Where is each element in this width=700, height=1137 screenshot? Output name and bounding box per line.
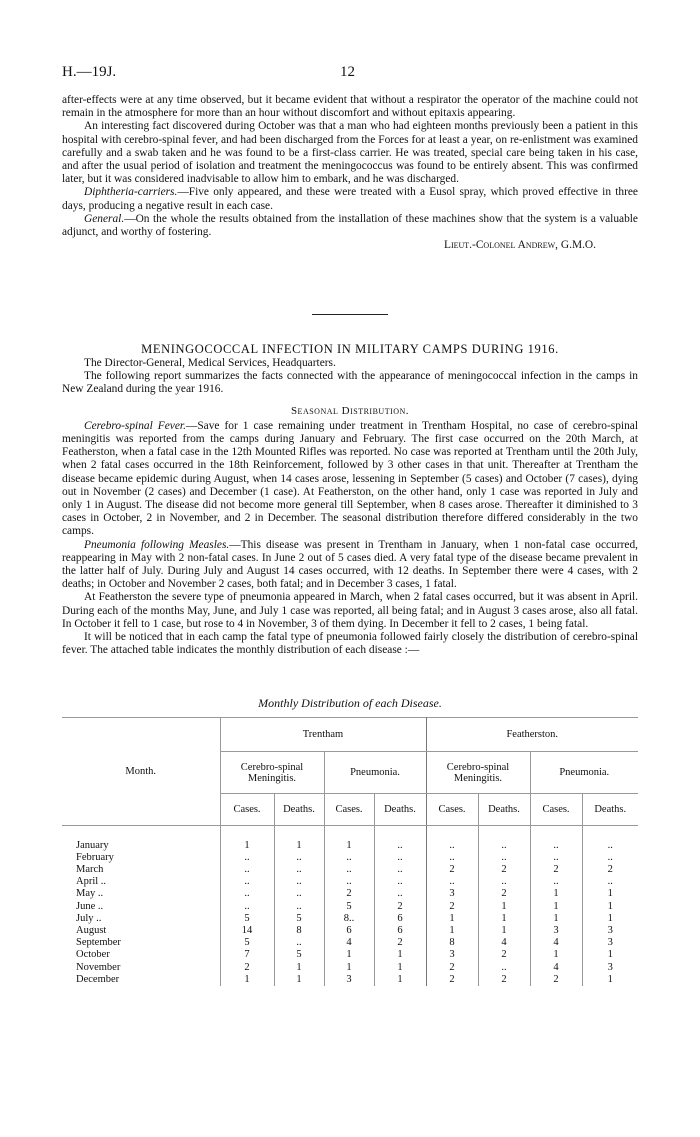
- value-cell: ..: [274, 937, 324, 949]
- month-cell: May ..: [76, 888, 104, 900]
- value-cell: 1: [530, 888, 582, 900]
- report-section-ventilation: [62, 94, 638, 252]
- table-row: [62, 852, 638, 864]
- disease-header: Cerebro-spinal Meningitis.: [426, 752, 530, 794]
- value-cell: 2: [530, 864, 582, 876]
- value-cell: 1: [478, 925, 530, 937]
- value-cell: 2: [374, 937, 426, 949]
- value-cell: ..: [274, 864, 324, 876]
- value-cell: 1: [374, 949, 426, 961]
- value-cell: 1: [426, 913, 478, 925]
- value-cell: 2: [530, 974, 582, 986]
- value-cell: 3: [582, 937, 638, 949]
- value-cell: 1: [274, 974, 324, 986]
- value-cell: ..: [478, 852, 530, 864]
- column-header: Deaths.: [582, 794, 638, 826]
- value-cell: 3: [530, 925, 582, 937]
- table-row: [62, 937, 638, 949]
- section-divider: [312, 314, 388, 315]
- month-cell: November: [76, 961, 121, 973]
- table-title: Monthly Distribution of each Disease.: [258, 696, 442, 710]
- value-cell: ..: [478, 876, 530, 888]
- paragraph-lead: General.: [84, 212, 125, 225]
- month-header: Month.: [62, 718, 220, 826]
- value-cell: 6: [324, 925, 374, 937]
- month-cell: June ..: [76, 900, 104, 912]
- value-cell: 4: [478, 937, 530, 949]
- table-row: [62, 864, 638, 876]
- month-cell: July ..: [76, 912, 102, 924]
- value-cell: ..: [274, 888, 324, 900]
- month-cell: December: [76, 973, 120, 985]
- value-cell: 1: [530, 949, 582, 961]
- value-cell: ..: [324, 852, 374, 864]
- value-cell: 1: [582, 888, 638, 900]
- value-cell: 1: [374, 962, 426, 974]
- table-row: [62, 974, 638, 986]
- camp-header-featherston: Featherston.: [426, 718, 638, 752]
- month-cell: August: [76, 924, 107, 936]
- value-cell: 1: [220, 974, 274, 986]
- paragraph: Pneumonia following Measles.—This disease was present in Trentham in January, when 1 non-fatal case occurred, reappearing in May with 2 non-fatal cases. In June 2 out of 5 cases died. A very fatal type of the disease became prevalent in the latter half of July. During July and August 14 cases occurred, with 12 deaths. In September there were 4 cases, with 2 deaths; in October and November 2 cases, both fatal; and in December 3 cases, 1 fatal.: [62, 538, 638, 591]
- value-cell: 8: [426, 937, 478, 949]
- section-title: MENINGOCOCCAL INFECTION IN MILITARY CAMPS DURING 1916.: [141, 342, 559, 356]
- value-cell: ..: [478, 962, 530, 974]
- value-cell: 4: [530, 937, 582, 949]
- value-cell: 4: [530, 962, 582, 974]
- value-cell: ..: [478, 840, 530, 852]
- value-cell: ..: [582, 840, 638, 852]
- value-cell: 1: [582, 901, 638, 913]
- table-row: [62, 840, 638, 852]
- value-cell: 14: [220, 925, 274, 937]
- value-cell: 3: [324, 974, 374, 986]
- value-cell: 5: [324, 901, 374, 913]
- value-cell: 3: [582, 925, 638, 937]
- value-cell: ..: [274, 876, 324, 888]
- value-cell: ..: [374, 840, 426, 852]
- value-cell: 1: [220, 840, 274, 852]
- paragraph: General.—On the whole the results obtained from the installation of these machines show that the system is a valuable adjunct, and worthy of fostering.: [62, 212, 638, 239]
- table-row: [62, 901, 638, 913]
- paragraph: An interesting fact discovered during October was that a man who had eighteen months previously been a patient in this hospital with cerebro-spinal fever, and had been discharged from the Forces for at least a year, on re-enlistment was examined carefully and a swab taken and he was found to be a first-class carrier. He was treated, special care being taken in his case, and after the usual period of isolation and treatment the meningococcus was found to be entirely absent. This was confirmed later, but it was considered inadvisable to allow him to embark, and he was discharged.: [62, 120, 638, 186]
- value-cell: 1: [582, 974, 638, 986]
- value-cell: 1: [274, 840, 324, 852]
- value-cell: 5: [274, 949, 324, 961]
- value-cell: ..: [582, 876, 638, 888]
- addressee-line: The Director-General, Medical Services, Headquarters.: [84, 357, 336, 369]
- value-cell: ..: [530, 876, 582, 888]
- month-cell: January: [76, 839, 109, 851]
- month-cell: September: [76, 937, 121, 949]
- value-cell: ..: [274, 852, 324, 864]
- value-cell: 6: [374, 925, 426, 937]
- value-cell: 1: [582, 913, 638, 925]
- disease-header: Cerebro-spinal Meningitis.: [220, 752, 324, 794]
- value-cell: ..: [220, 888, 274, 900]
- value-cell: 1: [478, 901, 530, 913]
- column-header: Deaths.: [374, 794, 426, 826]
- value-cell: 1: [530, 913, 582, 925]
- column-header: Deaths.: [274, 794, 324, 826]
- value-cell: 1: [324, 949, 374, 961]
- page-number: 12: [340, 64, 355, 80]
- value-cell: 2: [426, 864, 478, 876]
- value-cell: 1: [324, 962, 374, 974]
- column-header: Cases.: [426, 794, 478, 826]
- subheading: Seasonal Distribution.: [290, 404, 410, 417]
- value-cell: ..: [530, 852, 582, 864]
- column-header: Cases.: [220, 794, 274, 826]
- value-cell: ..: [374, 876, 426, 888]
- value-cell: 2: [220, 962, 274, 974]
- table-row: [62, 888, 638, 900]
- paragraph: The following report summarizes the facts connected with the appearance of meningococcal infection in the camps in New Zealand during the year 1916.: [62, 370, 638, 396]
- value-cell: 2: [426, 901, 478, 913]
- paragraph: after-effects were at any time observed, but it became evident that without a respirator the operator of the machine could not remain in the atmosphere for more than an hour without discomfort and without epitaxis appearing.: [62, 94, 638, 120]
- signature-line: Lieut.-Colonel Andrew, G.M.O.: [444, 239, 596, 252]
- value-cell: ..: [220, 852, 274, 864]
- value-cell: 8..: [324, 913, 374, 925]
- table-body: [62, 840, 638, 986]
- table-row: [62, 962, 638, 974]
- value-cell: 1: [530, 901, 582, 913]
- value-cell: ..: [220, 901, 274, 913]
- value-cell: 1: [426, 925, 478, 937]
- value-cell: ..: [220, 864, 274, 876]
- value-cell: 3: [426, 888, 478, 900]
- value-cell: 4: [324, 937, 374, 949]
- value-cell: ..: [582, 852, 638, 864]
- value-cell: 8: [274, 925, 324, 937]
- value-cell: 1: [324, 840, 374, 852]
- value-cell: 2: [324, 888, 374, 900]
- document-reference: H.—19J.: [62, 64, 117, 80]
- report-section-meningococcal: [62, 357, 638, 657]
- disease-header: Pneumonia.: [530, 752, 638, 794]
- paragraph-lead: Pneumonia following Measles.: [84, 538, 230, 551]
- value-cell: ..: [530, 840, 582, 852]
- value-cell: 3: [582, 962, 638, 974]
- value-cell: 1: [582, 949, 638, 961]
- paragraph: Cerebro-spinal Fever.—Save for 1 case remaining under treatment in Trentham Hospital, no case of cerebro-spinal meningitis was reported from the camps during January and February. The first case occurred on the 20th March, at Featherston, when a fatal case in the 12th Mounted Rifles was reported. No case was reported at Trentham until the 20th July, when 2 fatal cases occurred in the 18th Reinforcement, followed by 3 other cases in that unit. Thereafter at Trentham the disease became epidemic during August, when 14 cases arose, lessening in September (5 cases) and October (7 cases), dying out in November (2 cases) and December (1 case). At Featherston, on the other hand, only 1 case was reported in July and only 1 in August. The disease did not become more general till September, when 8 cases arose. Thereafter it diminished to 3 cases in October, 2 in November, and 2 in December. The seasonal distribution therefore differed considerably in the two camps.: [62, 419, 638, 538]
- value-cell: ..: [324, 864, 374, 876]
- table-row: [62, 876, 638, 888]
- value-cell: 2: [478, 949, 530, 961]
- value-cell: 2: [426, 974, 478, 986]
- value-cell: 2: [426, 962, 478, 974]
- value-cell: 2: [478, 864, 530, 876]
- value-cell: ..: [426, 876, 478, 888]
- column-header: Cases.: [324, 794, 374, 826]
- value-cell: 5: [274, 913, 324, 925]
- table-row: [62, 913, 638, 925]
- value-cell: 5: [220, 913, 274, 925]
- value-cell: ..: [324, 876, 374, 888]
- value-cell: 2: [374, 901, 426, 913]
- month-cell: April ..: [76, 876, 107, 888]
- column-header: Cases.: [530, 794, 582, 826]
- paragraph: It will be noticed that in each camp the fatal type of pneumonia followed fairly closely the distribution of cerebro-spinal fever. The attached table indicates the monthly distribution of each disease :—: [62, 631, 638, 657]
- paragraph-lead: Diphtheria-carriers.: [84, 186, 178, 199]
- column-header: Deaths.: [478, 794, 530, 826]
- value-cell: ..: [374, 888, 426, 900]
- value-cell: ..: [426, 840, 478, 852]
- month-cell: October: [76, 949, 110, 961]
- page-header: [62, 64, 638, 84]
- value-cell: ..: [426, 852, 478, 864]
- disease-header: Pneumonia.: [324, 752, 426, 794]
- value-cell: 2: [582, 864, 638, 876]
- paragraph: At Featherston the severe type of pneumonia appeared in March, when 2 fatal cases occurred, but it was absent in April. During each of the months May, June, and July 1 case was reported, all being fatal; and in August 3 cases arose, also all fatal. In October it fell to 1 case, but rose to 4 in November, 3 of them dying. In December it fell to 2 cases, 1 being fatal.: [62, 591, 638, 630]
- table-row: [62, 949, 638, 961]
- value-cell: 2: [478, 888, 530, 900]
- value-cell: 1: [374, 974, 426, 986]
- value-cell: 1: [274, 962, 324, 974]
- value-cell: 3: [426, 949, 478, 961]
- value-cell: ..: [274, 901, 324, 913]
- month-cell: March: [76, 863, 104, 875]
- value-cell: 1: [478, 913, 530, 925]
- monthly-distribution-table: [62, 717, 638, 986]
- value-cell: 7: [220, 949, 274, 961]
- paragraph: Diphtheria-carriers.—Five only appeared, and these were treated with a Eusol spray, which proved effective in three days, producing a negative result in each case.: [62, 186, 638, 212]
- value-cell: 2: [478, 974, 530, 986]
- table-row: [62, 925, 638, 937]
- paragraph-lead: Cerebro-spinal Fever.: [84, 419, 186, 432]
- value-cell: 6: [374, 913, 426, 925]
- value-cell: ..: [374, 852, 426, 864]
- month-cell: February: [76, 851, 114, 863]
- value-cell: 5: [220, 937, 274, 949]
- value-cell: ..: [220, 876, 274, 888]
- camp-header-trentham: Trentham: [220, 718, 426, 752]
- value-cell: ..: [374, 864, 426, 876]
